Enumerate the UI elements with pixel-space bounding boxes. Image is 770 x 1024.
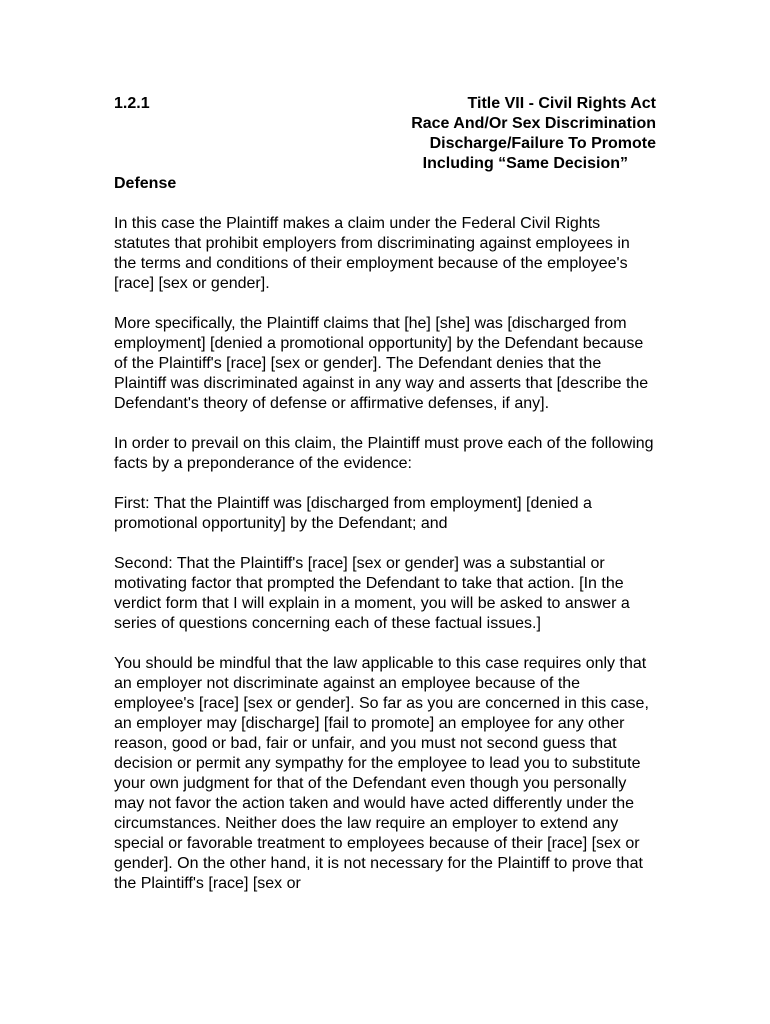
title-line-act: Title VII - Civil Rights Act: [467, 95, 656, 112]
paragraph-first-element: First: That the Plaintiff was [discharged from employment] [denied a promotional opportunity] by the Defendant; and: [114, 495, 592, 532]
title-line-discrimination: Race And/Or Sex Discrimination: [411, 115, 656, 132]
section-number: 1.2.1: [114, 95, 150, 112]
title-line-same-decision: Including “Same Decision”: [422, 155, 628, 172]
paragraph-burden-of-proof: In order to prevail on this claim, the Plaintiff must prove each of the following facts by a preponderance of the evidence:: [114, 435, 654, 472]
paragraph-second-element: Second: That the Plaintiff's [race] [sex or gender] was a substantial or motivating factor that prompted the Defendant to take that action. [In the verdict form that I will explain in a moment, you will be asked to answer a series of questions concerning each of these factual issues.]: [114, 555, 630, 632]
title-line-defense: Defense: [114, 175, 177, 192]
paragraph-claim-overview: In this case the Plaintiff makes a claim under the Federal Civil Rights statutes that prohibit employers from discriminating against employees in the terms and conditions of their employment because of the employee's [race] [sex or gender].: [114, 215, 630, 292]
title-line-discharge: Discharge/Failure To Promote: [429, 135, 656, 152]
instruction-body: [114, 214, 656, 914]
paragraph-employer-discretion: You should be mindful that the law applicable to this case requires only that an employer not discriminate against an employee because of the employee's [race] [sex or gender]. So far as you are concerned in this case, an employer may [discharge] [fail to promote] an employee for any other reason, good or bad, fair or unfair, and you must not second guess that decision or permit any sympathy for the employee to lead you to substitute your own judgment for that of the Defendant even though you personally may not favor the action taken and would have acted differently under the circumstances. Neither does the law require an employer to extend any special or favorable treatment to employees because of their [race] [sex or gender]. On the other hand, it is not necessary for the Plaintiff to prove that the Plaintiff's [race] [sex or: [114, 655, 649, 892]
paragraph-specific-claims: More specifically, the Plaintiff claims that [he] [she] was [discharged from employment] [denied a promotional opportunity] by the Defendant because of the Plaintiff's [race] [sex or gender]. The Defendant denies that the Plaintiff was discriminated against in any way and asserts that [describe the Defendant's theory of defense or affirmative defenses, if any].: [114, 315, 649, 412]
document-heading: [114, 94, 656, 204]
